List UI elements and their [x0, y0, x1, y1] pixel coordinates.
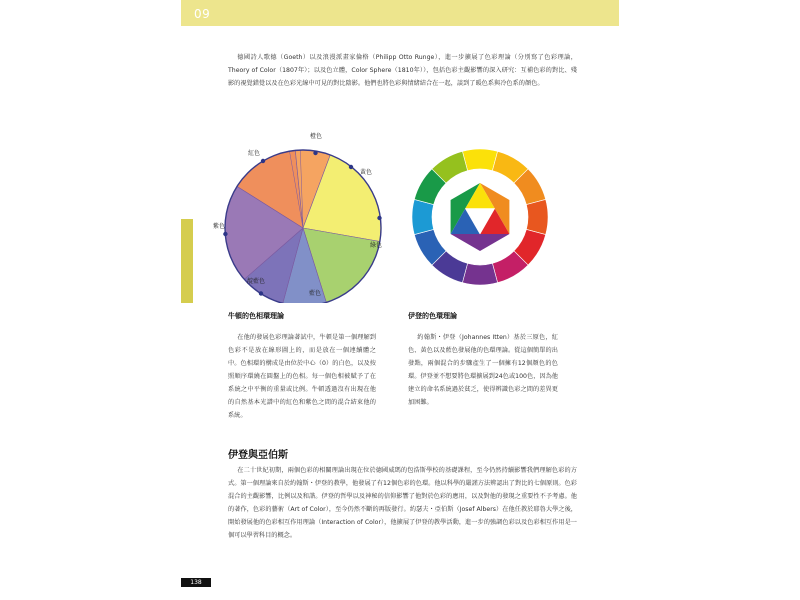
page-number-box [181, 578, 211, 587]
wheel-dot-green [377, 216, 381, 220]
page-number: 138 [190, 579, 202, 586]
label-orange: 橙色 [310, 133, 323, 140]
label-purple: 紫色 [213, 223, 226, 230]
itten-ring-segment [462, 263, 497, 285]
label-yellow: 黃色 [360, 169, 373, 176]
wheel-dot-red [261, 159, 265, 163]
wheel-dot-yellow [349, 165, 353, 169]
label-red: 紅色 [248, 150, 261, 157]
side-tab-marker [181, 219, 193, 303]
itten-ring-segment [462, 149, 497, 171]
intro-paragraph: 德國詩人歌德（Goeth）以及浪漫派畫家倫格（Philipp Otto Runge），進一步擴展了色彩理論（分別寫了色彩理論，Theory of Color（1807年）；以及色立體，Color Sphere（1810年）），包括色彩主觀影響的深入研究：互補色彩的對比、殘影的視覺錯覺以及在色彩光線中可見的對比陰影。他們也將色彩與情緒結合在一起，談到了暖色系與冷色系的顏色。 [228, 54, 577, 87]
header-band [181, 0, 619, 26]
wheel-dot-indigo [259, 291, 263, 295]
itten-ring-segment [526, 199, 548, 234]
newton-color-wheel [210, 128, 410, 303]
label-indigo: 靛藍色 [247, 278, 266, 285]
chapter-number: 09 [194, 7, 211, 21]
section-paragraph: 在二十世紀初期，兩個色彩的相關理論出現在位於德國威瑪的包浩斯學校的基礎課程，至今仍然持續影響我們理解色彩的方式。第一個理論來自於約翰斯・伊登的教學，他發展了有12個色彩的色環。他以科學的嚴謹方法辨認出了對比的七個原則。色彩混合的主觀影響，比例以及和諧。伊登的哲學以及神秘的信仰影響了他對於色彩的應用，以及對他的發現之重要性不予考慮。他的著作，色彩的藝術（Art of Color），至今仍然不斷的再版發行。約瑟夫・亞伯斯（Josef Albers）在他任教於耶魯大學之後，開始發展他的色彩相互作用理論（Interaction of Color），他擴展了伊登的教學活動，進一步的強調色彩以及色彩相互作用是一個可以學習科目的概念。 [228, 467, 577, 539]
newton-paragraph: 在他的發展色彩理論著試中，牛頓是第一個理解到色彩不是放在線形圖上的，而是放在一個連續體之中。色相環的構成是由位於中心（0）的白色，以及按照順序環繞在圓盤上的色相。每一個色相被賦予了在系統之中平衡的重量或比例。牛頓透過沒有出現在他的自然基本光譜中的紅色和紫色之間的混合結束他的系統。 [228, 334, 376, 419]
caption-itten: 伊登的色環理論 [408, 312, 457, 320]
wheel-dot-orange [313, 151, 317, 155]
label-blue: 藍色 [309, 290, 322, 297]
caption-newton: 牛頓的色相環理論 [228, 312, 284, 320]
wheel-dot-purple [223, 232, 227, 236]
itten-color-wheel [410, 147, 550, 287]
itten-ring-segment [412, 199, 434, 234]
section-title: 伊登與亞伯斯 [228, 450, 288, 461]
itten-paragraph: 約翰斯・伊登（Johannes Itten）基於三原色，紅色、黃色以及藍色發展他的色環理論。從這個簡單的出發點，兩個混合的步驟產生了一個擁有12個顏色的色環。伊登並不想要將色環擴展到24色或100色，因為他建立的命名系統過於貧乏，使得辨識色彩之間的差異更加困難。 [408, 334, 558, 406]
label-green: 綠色 [370, 242, 383, 249]
